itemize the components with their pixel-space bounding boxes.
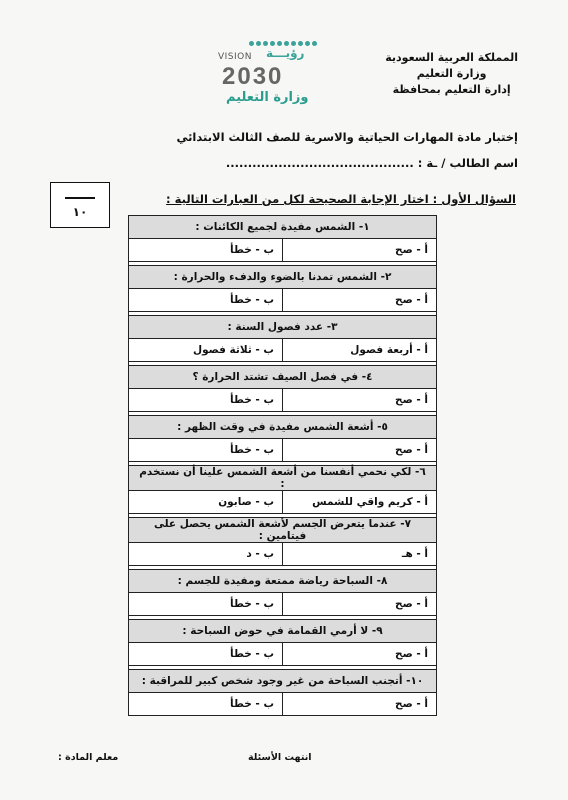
question-row: [129, 518, 437, 543]
option-b[interactable]: ب - د: [129, 543, 283, 566]
ministry-name: وزارة التعليم: [416, 67, 487, 80]
student-name-field[interactable]: اسم الطالب / ـة : ...........................................: [225, 156, 518, 170]
question-row: [129, 670, 437, 693]
option-a[interactable]: أ - صح: [283, 239, 437, 262]
option-a[interactable]: أ - صح: [283, 693, 437, 716]
option-b[interactable]: ب - خطأ: [129, 593, 283, 616]
option-a[interactable]: أ - صح: [283, 439, 437, 462]
option-b[interactable]: ب - خطأ: [129, 693, 283, 716]
section-heading: السؤال الأول : اختار الإجابة الصحيحة لكل من العبارات التالية :: [166, 192, 516, 206]
question-text: ٤- في فصل الصيف تشتد الحرارة ؟: [129, 366, 437, 389]
option-a[interactable]: أ - صح: [283, 289, 437, 312]
question-row: [129, 620, 437, 643]
option-b[interactable]: ب - صابون: [129, 491, 283, 514]
answer-row: [129, 491, 437, 514]
question-text: ٥- أشعة الشمس مفيدة في وقت الظهر :: [129, 416, 437, 439]
kingdom-name: المملكة العربية السعودية: [385, 51, 518, 64]
score-box: [50, 182, 110, 228]
option-a[interactable]: أ - صح: [283, 643, 437, 666]
answer-row: [129, 543, 437, 566]
question-text: ٢- الشمس تمدنا بالضوء والدفء والحرارة :: [129, 266, 437, 289]
option-a[interactable]: أ - كريم واقي للشمس: [283, 491, 437, 514]
question-row: [129, 316, 437, 339]
question-text: ١- الشمس مفيدة لجميع الكائنات :: [129, 216, 437, 239]
question-row: [129, 570, 437, 593]
logo-ruya-text: رؤيـــة: [266, 46, 305, 60]
option-b[interactable]: ب - خطأ: [129, 439, 283, 462]
vision-2030-logo: [218, 30, 338, 105]
option-b[interactable]: ب - ثلاثة فصول: [129, 339, 283, 362]
question-text: ٦- لكي نحمي أنفسنا من أشعة الشمس علينا أن نستخدم :: [129, 466, 437, 491]
option-a[interactable]: أ - أربعة فصول: [283, 339, 437, 362]
question-text: ٧- عندما يتعرض الجسم لأشعة الشمس يحصل على فيتامين :: [129, 518, 437, 543]
score-fraction-line: [65, 197, 95, 199]
question-row: [129, 216, 437, 239]
question-text: ٩- لا أرمي القمامة في حوض السباحة :: [129, 620, 437, 643]
question-row: [129, 466, 437, 491]
logo-vision-text: VISION: [218, 52, 252, 62]
education-admin: إدارة التعليم بمحافظة: [392, 83, 511, 96]
answer-row: [129, 693, 437, 716]
score-total: ١٠: [72, 205, 88, 219]
subject-teacher-label: معلم المادة :: [58, 752, 119, 763]
answer-row: [129, 593, 437, 616]
option-b[interactable]: ب - خطأ: [129, 289, 283, 312]
option-b[interactable]: ب - خطأ: [129, 389, 283, 412]
answer-row: [129, 239, 437, 262]
questions-table: [128, 215, 437, 716]
option-a[interactable]: أ - صح: [283, 593, 437, 616]
answer-row: [129, 339, 437, 362]
question-row: [129, 266, 437, 289]
answer-row: [129, 289, 437, 312]
option-a[interactable]: أ - هـ: [283, 543, 437, 566]
header-org-block: [385, 50, 518, 98]
answer-row: [129, 389, 437, 412]
end-of-questions: انتهت الأسئلة: [248, 752, 312, 763]
answer-row: [129, 439, 437, 462]
option-b[interactable]: ب - خطأ: [129, 643, 283, 666]
logo-dots: [248, 32, 328, 46]
question-text: ٣- عدد فصول السنة :: [129, 316, 437, 339]
logo-ministry-text: وزارة التعليم: [226, 90, 309, 105]
question-row: [129, 366, 437, 389]
question-row: [129, 416, 437, 439]
exam-title: إختبار مادة المهارات الحياتية والاسرية للصف الثالث الابتدائي: [176, 130, 518, 144]
option-b[interactable]: ب - خطأ: [129, 239, 283, 262]
answer-row: [129, 643, 437, 666]
question-text: ١٠- أتجنب السباحة من غير وجود شخص كبير للمراقبة :: [129, 670, 437, 693]
question-text: ٨- السباحة رياضة ممتعة ومفيدة للجسم :: [129, 570, 437, 593]
option-a[interactable]: أ - صح: [283, 389, 437, 412]
logo-year: 2030: [222, 63, 284, 90]
